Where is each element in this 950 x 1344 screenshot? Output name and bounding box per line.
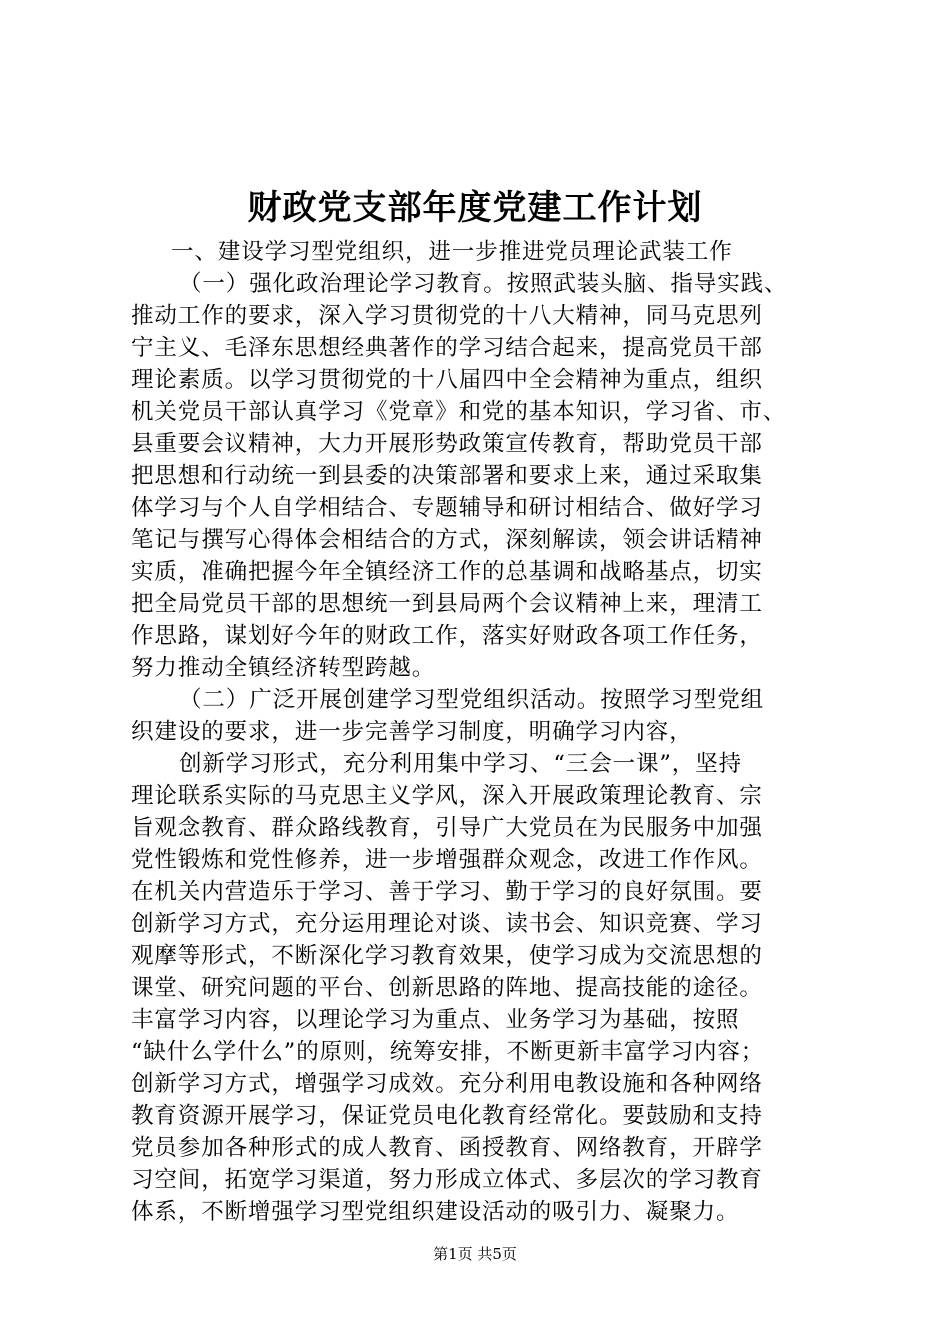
- paragraph-line: 创新学习方式，增强学习成效。充分利用电教设施和各种网络: [131, 1071, 763, 1097]
- paragraph-line: 创新学习方式，充分运用理论对谈、读书会、知识竞赛、学习: [131, 911, 763, 937]
- paragraph-line: 课堂、研究问题的平台、创新思路的阵地、提高技能的途径。: [131, 975, 763, 1001]
- paragraph-line: 一、建设学习型党组织，进一步推进党员理论武装工作: [171, 239, 733, 265]
- document-title: 财政党支部年度党建工作计划: [247, 188, 703, 228]
- paragraph-line: 在机关内营造乐于学习、善于学习、勤于学习的良好氛围。要: [131, 879, 763, 905]
- paragraph-line: 教育资源开展学习，保证党员电化教育经常化。要鼓励和支持: [131, 1103, 763, 1129]
- paragraph-line: 习空间，拓宽学习渠道，努力形成立体式、多层次的学习教育: [131, 1167, 763, 1193]
- paragraph-line: 推动工作的要求，深入学习贯彻党的十八大精神，同马克思列: [131, 303, 763, 329]
- paragraph-line: 体学习与个人自学相结合、专题辅导和研讨相结合、做好学习: [131, 495, 763, 521]
- paragraph-line: 把思想和行动统一到县委的决策部署和要求上来，通过采取集: [131, 463, 763, 489]
- paragraph-line: 实质，准确把握今年全镇经济工作的总基调和战略基点，切实: [131, 559, 763, 585]
- paragraph-line: 理论联系实际的马克思主义学风，深入开展政策理论教育、宗: [131, 783, 763, 809]
- paragraph-line: 党性锻炼和党性修养，进一步增强群众观念，改进工作作风。: [131, 847, 763, 873]
- paragraph-line: 旨观念教育、群众路线教育，引导广大党员在为民服务中加强: [131, 815, 763, 841]
- paragraph-line: 笔记与撰写心得体会相结合的方式，深刻解读，领会讲话精神: [131, 527, 763, 553]
- paragraph-line: 县重要会议精神，大力开展形势政策宣传教育，帮助党员干部: [131, 431, 763, 457]
- paragraph-line: （二）广泛开展创建学习型党组织活动。按照学习型党组: [179, 687, 765, 713]
- paragraph-line: 努力推动全镇经济转型跨越。: [131, 655, 436, 681]
- paragraph-line: 观摩等形式，不断深化学习教育效果，使学习成为交流思想的: [131, 943, 763, 969]
- paragraph-line: 作思路，谋划好今年的财政工作，落实好财政各项工作任务，: [131, 623, 763, 649]
- paragraph-line: “缺什么学什么”的原则，统筹安排，不断更新丰富学习内容；: [131, 1039, 765, 1065]
- paragraph-line: 丰富学习内容，以理论学习为重点、业务学习为基础，按照: [131, 1007, 740, 1033]
- paragraph-line: （一）强化政治理论学习教育。按照武装头脑、指导实践、: [179, 271, 788, 297]
- paragraph-line: 党员参加各种形式的成人教育、函授教育、网络教育，开辟学: [131, 1135, 763, 1161]
- page-number-footer: 第1页 共5页: [433, 1245, 517, 1263]
- paragraph-line: 机关党员干部认真学习《党章》和党的基本知识，学习省、市、: [131, 399, 787, 425]
- paragraph-line: 宁主义、毛泽东思想经典著作的学习结合起来，提高党员干部: [131, 335, 763, 361]
- paragraph-line: 织建设的要求，进一步完善学习制度，明确学习内容，: [131, 719, 693, 745]
- paragraph-line: 体系，不断增强学习型党组织建设活动的吸引力、凝聚力。: [131, 1199, 740, 1225]
- paragraph-line: 把全局党员干部的思想统一到县局两个会议精神上来，理清工: [131, 591, 763, 617]
- document-body: [131, 236, 831, 1228]
- paragraph-line: 理论素质。以学习贯彻党的十八届四中全会精神为重点，组织: [131, 367, 763, 393]
- paragraph-line: 创新学习形式，充分利用集中学习、“三会一课”，坚持: [179, 751, 743, 777]
